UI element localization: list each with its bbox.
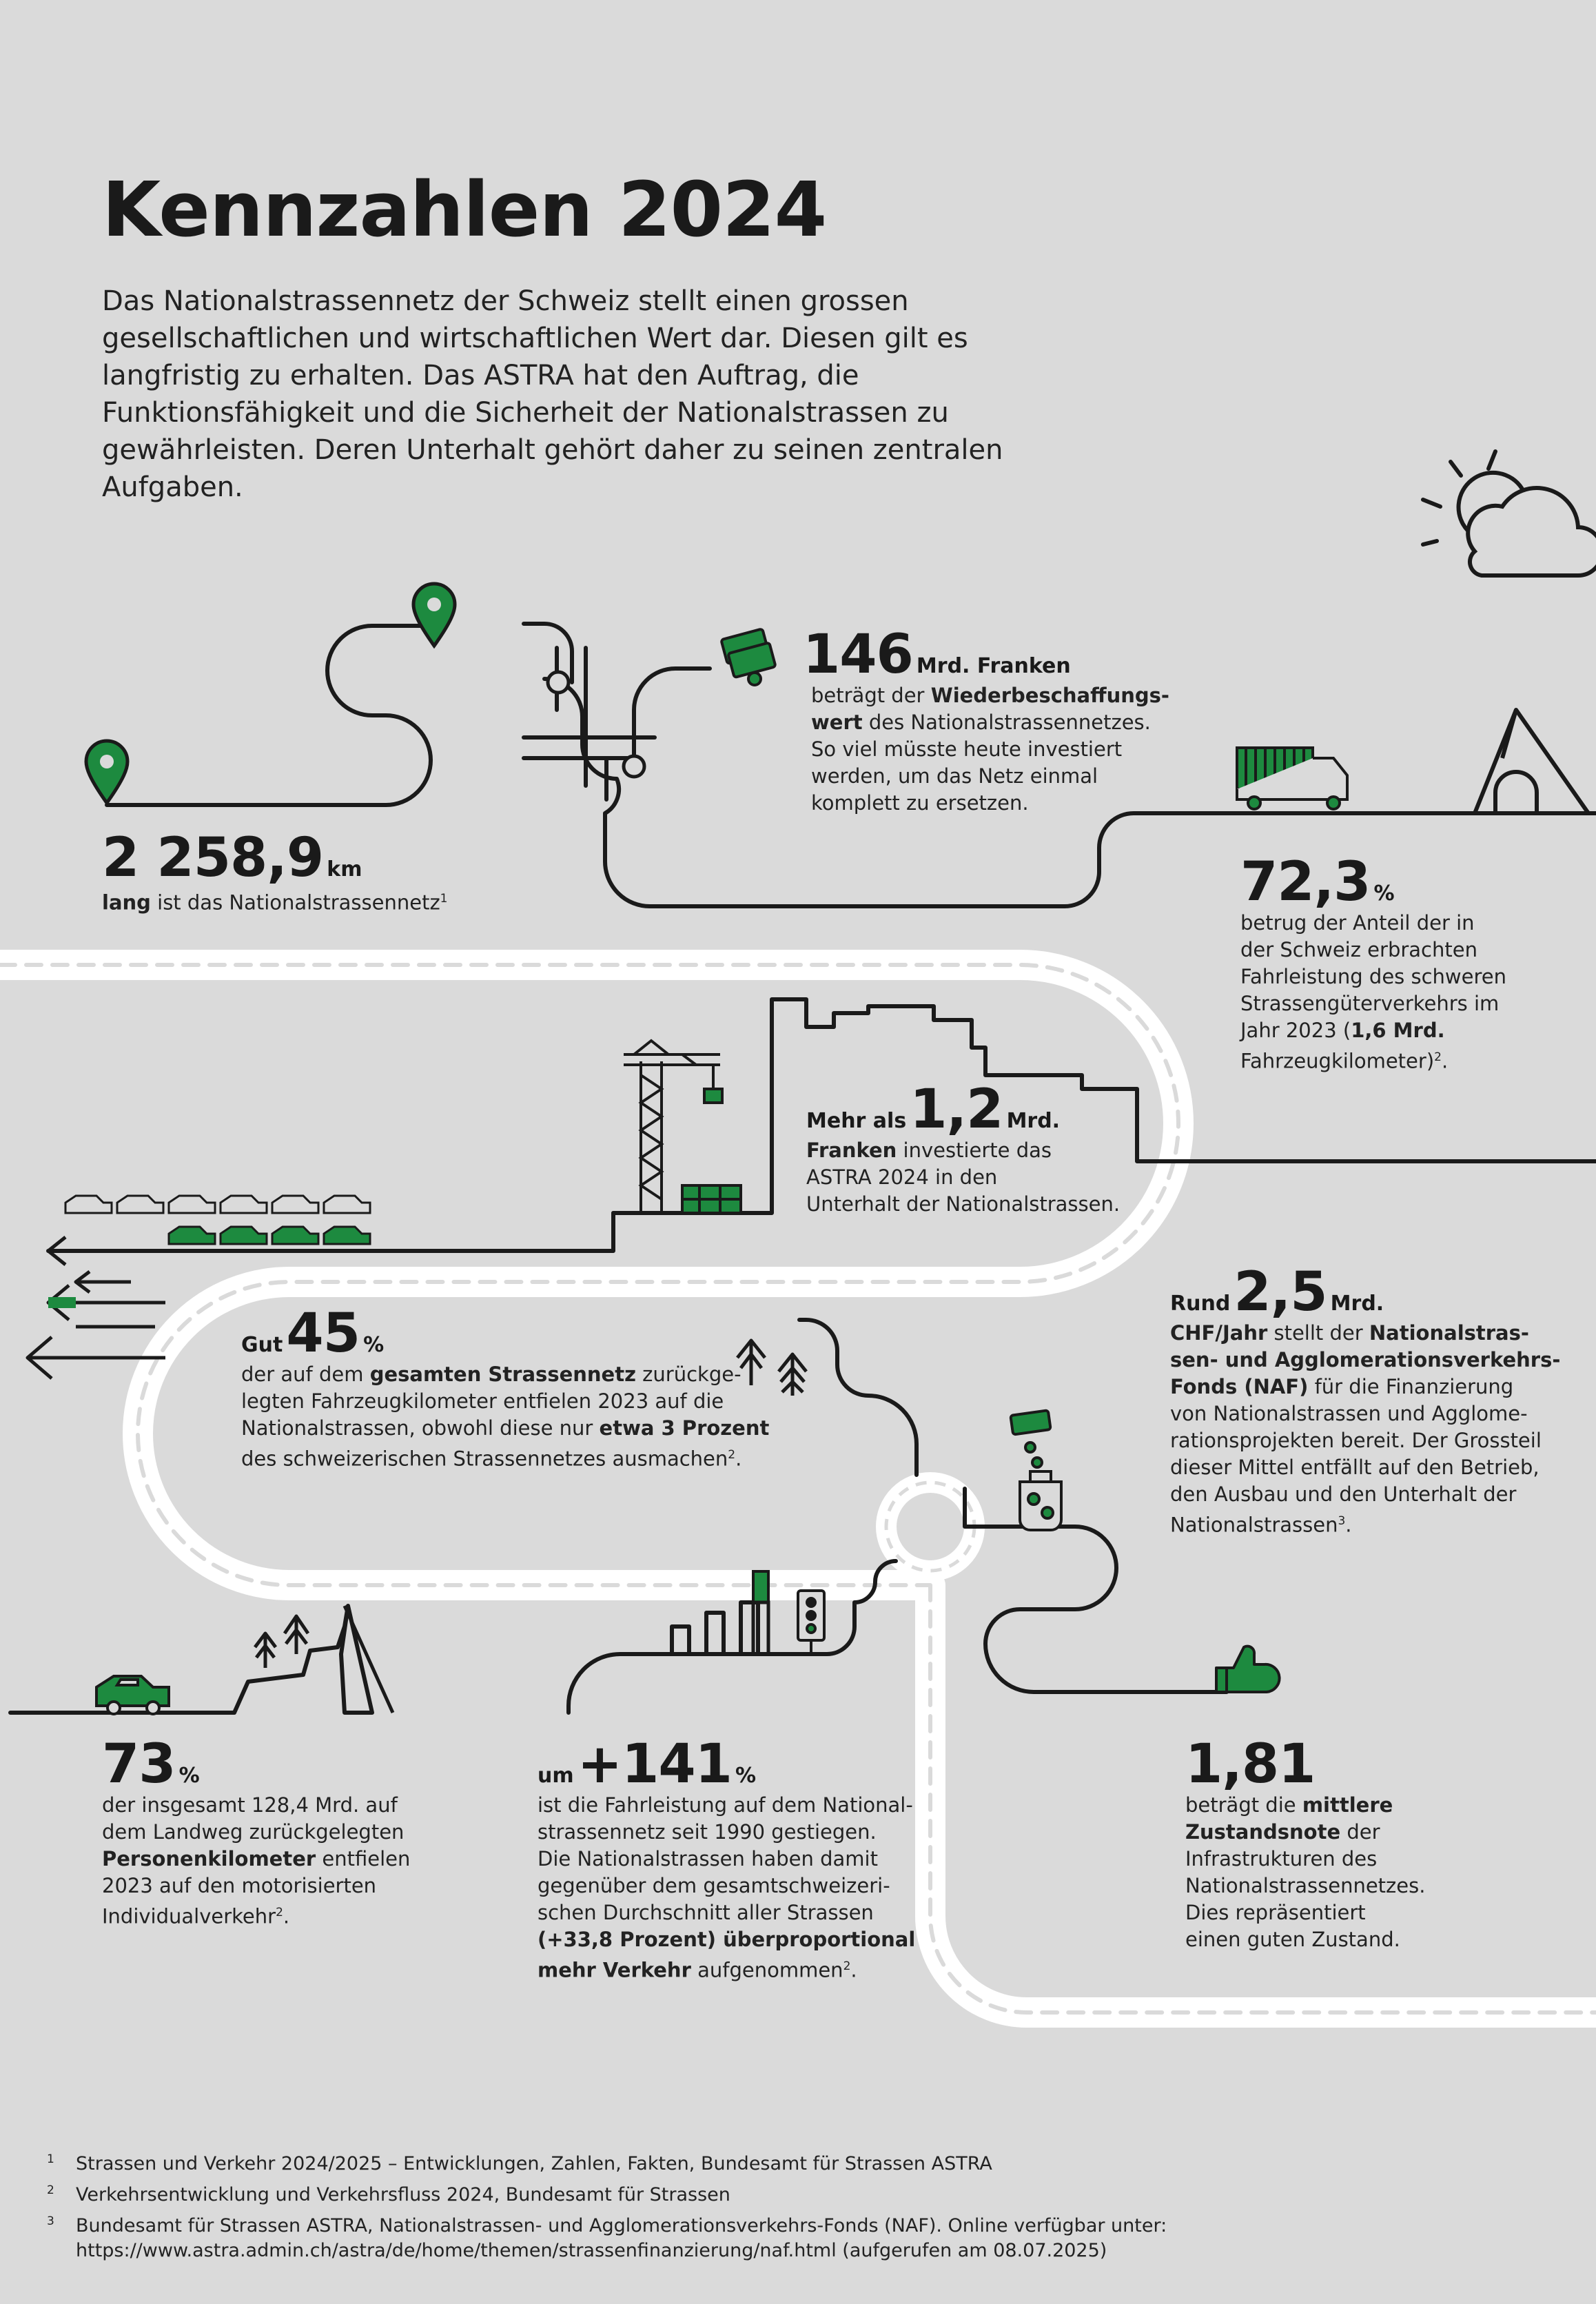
cars-icon: [65, 1196, 370, 1244]
traffic-light-icon: [798, 1591, 824, 1654]
map-pin-icon: [86, 741, 127, 803]
stat-value: 2 258,9: [102, 827, 324, 889]
stat-naf: Rund 2,5 Mrd. CHF/Jahr stellt der Nationalstras- sen- und Agglomerationsverkehrs- Fonds (NAF) für die Finanzierung von Nationalstrassen und Agglome- rationsprojekten bereit. Der Grossteil dieser Mittel entfällt auf den Betrieb, den Ausbau und den Unterhalt der Nationalstrassen$^3$.: [1170, 1261, 1561, 1537]
stat-condition: 1,81 beträgt die mittlere Zustandsnote der Infrastrukturen des Nationalstrassennetzes. Dies repräsentiert einen guten Zustand.: [1185, 1733, 1426, 1951]
stat-value: 45: [286, 1303, 360, 1365]
bar-growth-icon: [753, 1571, 768, 1602]
footnote-2: 2 Verkehrsentwicklung und Verkehrsfluss 2024, Bundesamt für Strassen: [47, 2183, 730, 2205]
truck-icon: [1237, 748, 1347, 809]
mountain-icon: [255, 1606, 393, 1713]
tunnel-mountain-icon: [1475, 710, 1588, 813]
stat-unit: Mrd. Franken: [916, 654, 1071, 678]
stat-value: +141: [577, 1733, 732, 1795]
stat-unit: %: [178, 1764, 200, 1788]
footnote-1: 1 Strassen und Verkehr 2024/2025 – Entwicklungen, Zahlen, Fakten, Bundesamt für Strassen ASTRA: [47, 2152, 992, 2174]
stat-unit: %: [363, 1333, 385, 1357]
stat-prefix: Mehr als: [806, 1109, 907, 1133]
stat-value: 2,5: [1234, 1261, 1327, 1323]
sun-cloud-icon: [1423, 451, 1596, 575]
stat-value: 1,2: [910, 1079, 1003, 1141]
page-title: Kennzahlen 2024: [102, 165, 827, 254]
money-icon: [721, 629, 775, 685]
footnote-3: 3 Bundesamt für Strassen ASTRA, Nationalstrassen- und Agglomerationsverkehrs-Fonds (NAF). Online verfügbar unter: https://www.astra.admin.ch/astra/de/home/themen/strassenfinanzierung/naf.html (aufgerufen am 08.07.2025): [47, 2214, 1167, 2261]
node-icon: [624, 756, 644, 777]
stat-replacement: 146 Mrd. Franken beträgt der Wiederbeschaffungs- wert des Nationalstrassennetzes. So viel müsste heute investiert werden, um das Netz einmal komplett zu ersetzen.: [803, 624, 1169, 815]
stat-prefix: Gut: [241, 1333, 283, 1357]
arrow-highlight: [48, 1297, 76, 1308]
stat-unit: Mrd.: [1330, 1292, 1384, 1316]
stat-network-length: 2 258,9 km lang ist das Nationalstrassennetz$^1$: [102, 827, 448, 915]
stat-maintenance: Mehr als 1,2 Mrd. Franken investierte das ASTRA 2024 in den Unterhalt der Nationalstrassen.: [806, 1079, 1121, 1216]
stat-value: 73: [102, 1733, 176, 1795]
thumbs-up-icon: [1216, 1647, 1280, 1692]
stat-unit: km: [327, 857, 362, 881]
stat-person-km: 73 % der insgesamt 128,4 Mrd. auf dem Landweg zurückgelegten Personenkilometer entfielen 2023 auf den motorisierten Individualverkehr$^2$.: [102, 1733, 411, 1928]
money-jar-icon: [1010, 1410, 1061, 1530]
stat-unit: %: [735, 1764, 757, 1788]
car-icon: [96, 1676, 169, 1714]
stat-freight-share: 72,3 % betrug der Anteil der in der Schweiz erbrachten Fahrleistung des schweren Strassengüterverkehrs im Jahr 2023 (1,6 Mrd. Fahrzeugkilometer)$^2$.: [1240, 851, 1506, 1073]
stat-prefix: um: [538, 1764, 574, 1788]
node-icon: [548, 672, 569, 693]
crane-icon: [624, 1041, 741, 1213]
stat-unit: Mrd.: [1006, 1109, 1061, 1133]
intro-text: Das Nationalstrassennetz der Schweiz stellt einen grossen gesellschaftlichen und wirtschaftlichen Wert dar. Diesen gilt es langfristig zu erhalten. Das ASTRA hat den Auftrag, die Funktionsfähigkeit und die Sicherheit der Nationalstrassen zu gewährleisten. Deren Unterhalt gehört daher zu seinen zentralen Aufgaben.: [102, 285, 1003, 503]
stat-prefix: Rund: [1170, 1292, 1231, 1316]
stat-value: 72,3: [1240, 851, 1371, 913]
bar-growth-outline: [753, 1602, 768, 1654]
stat-value: 146: [803, 624, 913, 686]
stat-growth: um +141 % ist die Fahrleistung auf dem National- strassennetz seit 1990 gestiegen. Die Nationalstrassen haben damit gegenüber dem gesamtschweizeri- schen Durchschnitt aller Strassen (+33,8 Prozent) überproportional mehr Verkehr aufgenommen$^2$.: [538, 1733, 916, 1982]
stat-vehicle-km: Gut 45 % der auf dem gesamten Strassennetz zurückge- legten Fahrzeugkilometer entfielen 2023 auf die Nationalstrassen, obwohl diese nur etwa 3 Prozent des schweizerischen Strassennetzes ausmachen$^2$.: [241, 1303, 770, 1471]
map-pin-icon: [413, 584, 455, 646]
stat-unit: %: [1373, 881, 1395, 906]
roundabout-icon: [886, 1482, 974, 1571]
stat-value: 1,81: [1185, 1733, 1316, 1795]
